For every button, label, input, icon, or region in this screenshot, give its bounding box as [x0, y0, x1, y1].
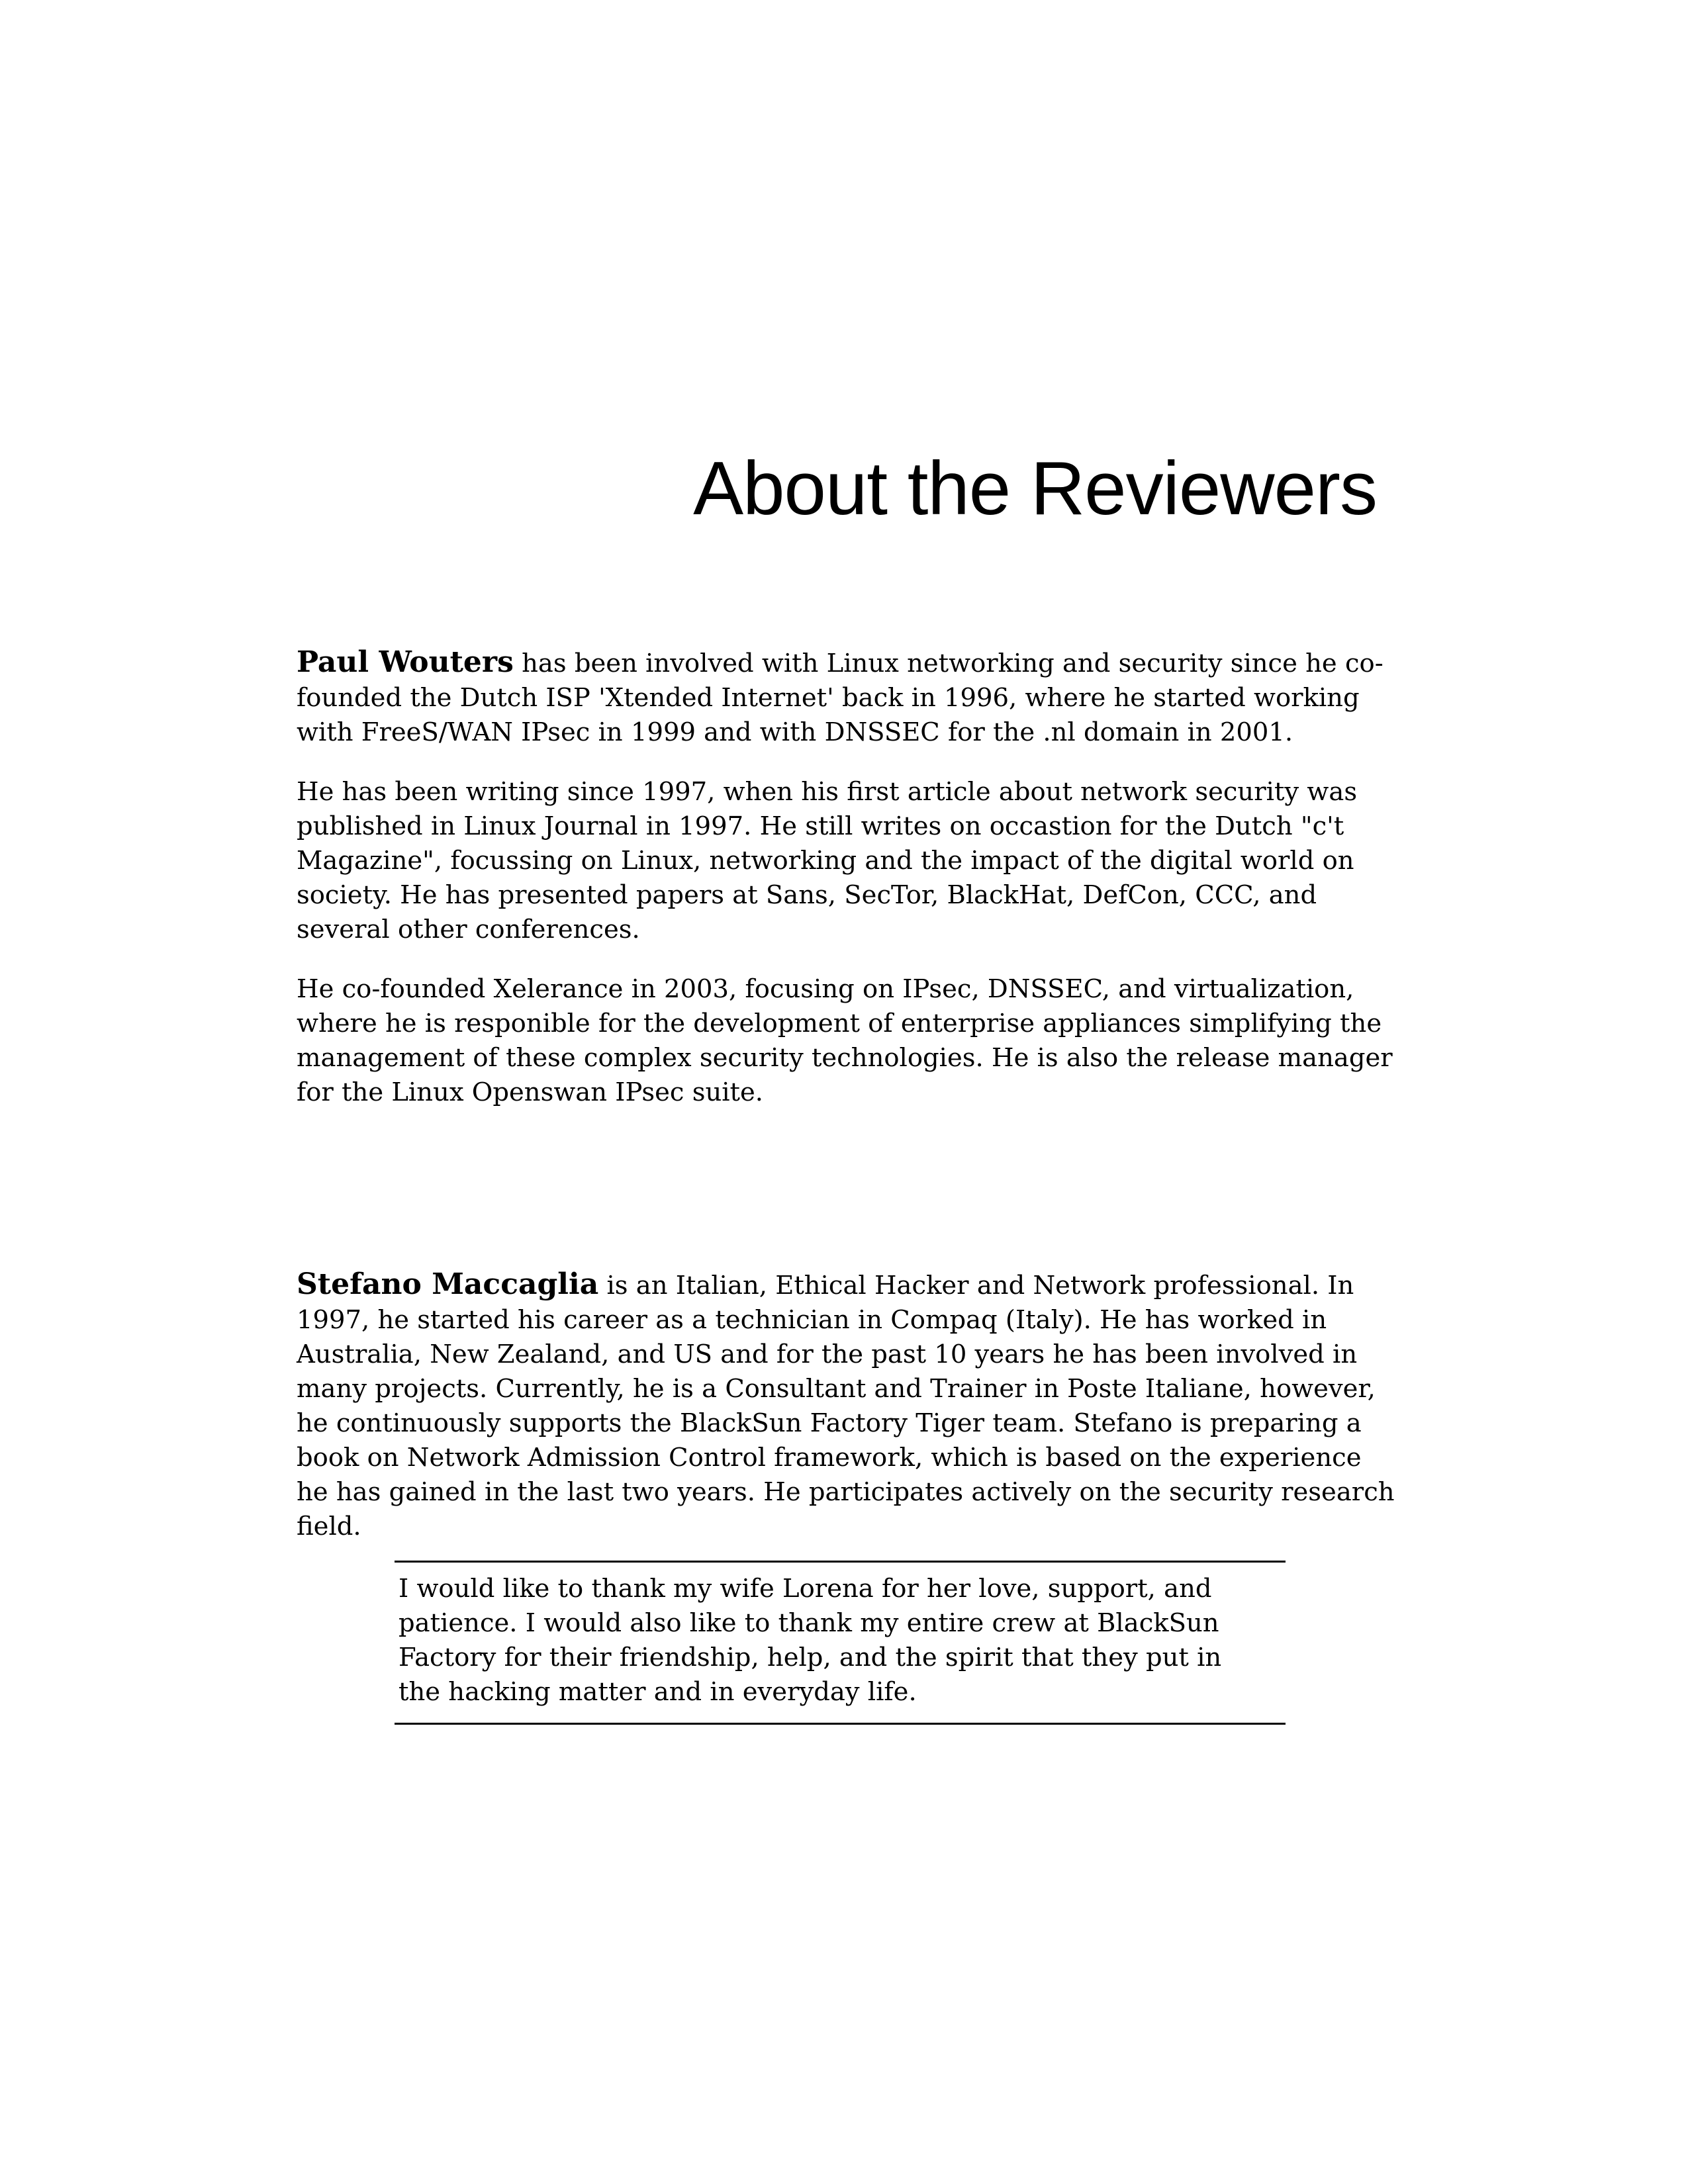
reviewer-name: Stefano Maccaglia: [297, 1267, 599, 1301]
bio-text: has been involved with Linux networking and security since he co-founded the Dutch ISP 'Xtended Internet' back in 1996, where he started working with FreeS/WAN IPsec in 1999 and with DNSSEC for the .nl domain in 2001.: [297, 649, 1383, 747]
bio-paragraph: He has been writing since 1997, when his first article about network security was published in Linux Journal in 1997. He still writes on occastion for the Dutch "c't Magazine", focussing on Linux, networking and the impact of the digital world on society. He has presented papers at Sans, SecTor, BlackHat, DefCon, CCC, and several other conferences.: [297, 777, 1358, 944]
bio-text: is an Italian, Ethical Hacker and Network professional. In 1997, he started his career as a technician in Compaq (Italy). He has worked in Australia, New Zealand, and US and for the past 10 years he has been involved in many projects. Currently, he is a Consultant and Trainer in Poste Italiane, however, he continuously supports the BlackSun Factory Tiger team. Stefano is preparing a book on Network Admission Control framework, which is based on the experience he has gained in the last two years. He participates actively on the security research field.: [297, 1271, 1395, 1541]
bio-paragraph: [297, 1267, 1395, 1544]
acknowledgement-text: I would like to thank my wife Lorena for her love, support, and patience. I would also like to thank my entire crew at BlackSun Factory for their friendship, help, and the spirit that they put in the hacking matter and in everyday life.: [399, 1574, 1222, 1707]
acknowledgement-box: [395, 1561, 1286, 1725]
reviewer-bio-stefano-maccaglia: [297, 1267, 1395, 1544]
reviewer-bio-paul-wouters: [297, 645, 1395, 1110]
reviewer-name: Paul Wouters: [297, 645, 514, 679]
bio-paragraph: He co-founded Xelerance in 2003, focusing on IPsec, DNSSEC, and virtualization, where he is responible for the development of enterprise appliances simplifying the management of these complex security technologies. He is also the release manager for the Linux Openswan IPsec suite.: [297, 974, 1393, 1107]
page-title: About the Reviewers: [693, 447, 1377, 531]
bio-paragraph: [297, 645, 1395, 750]
